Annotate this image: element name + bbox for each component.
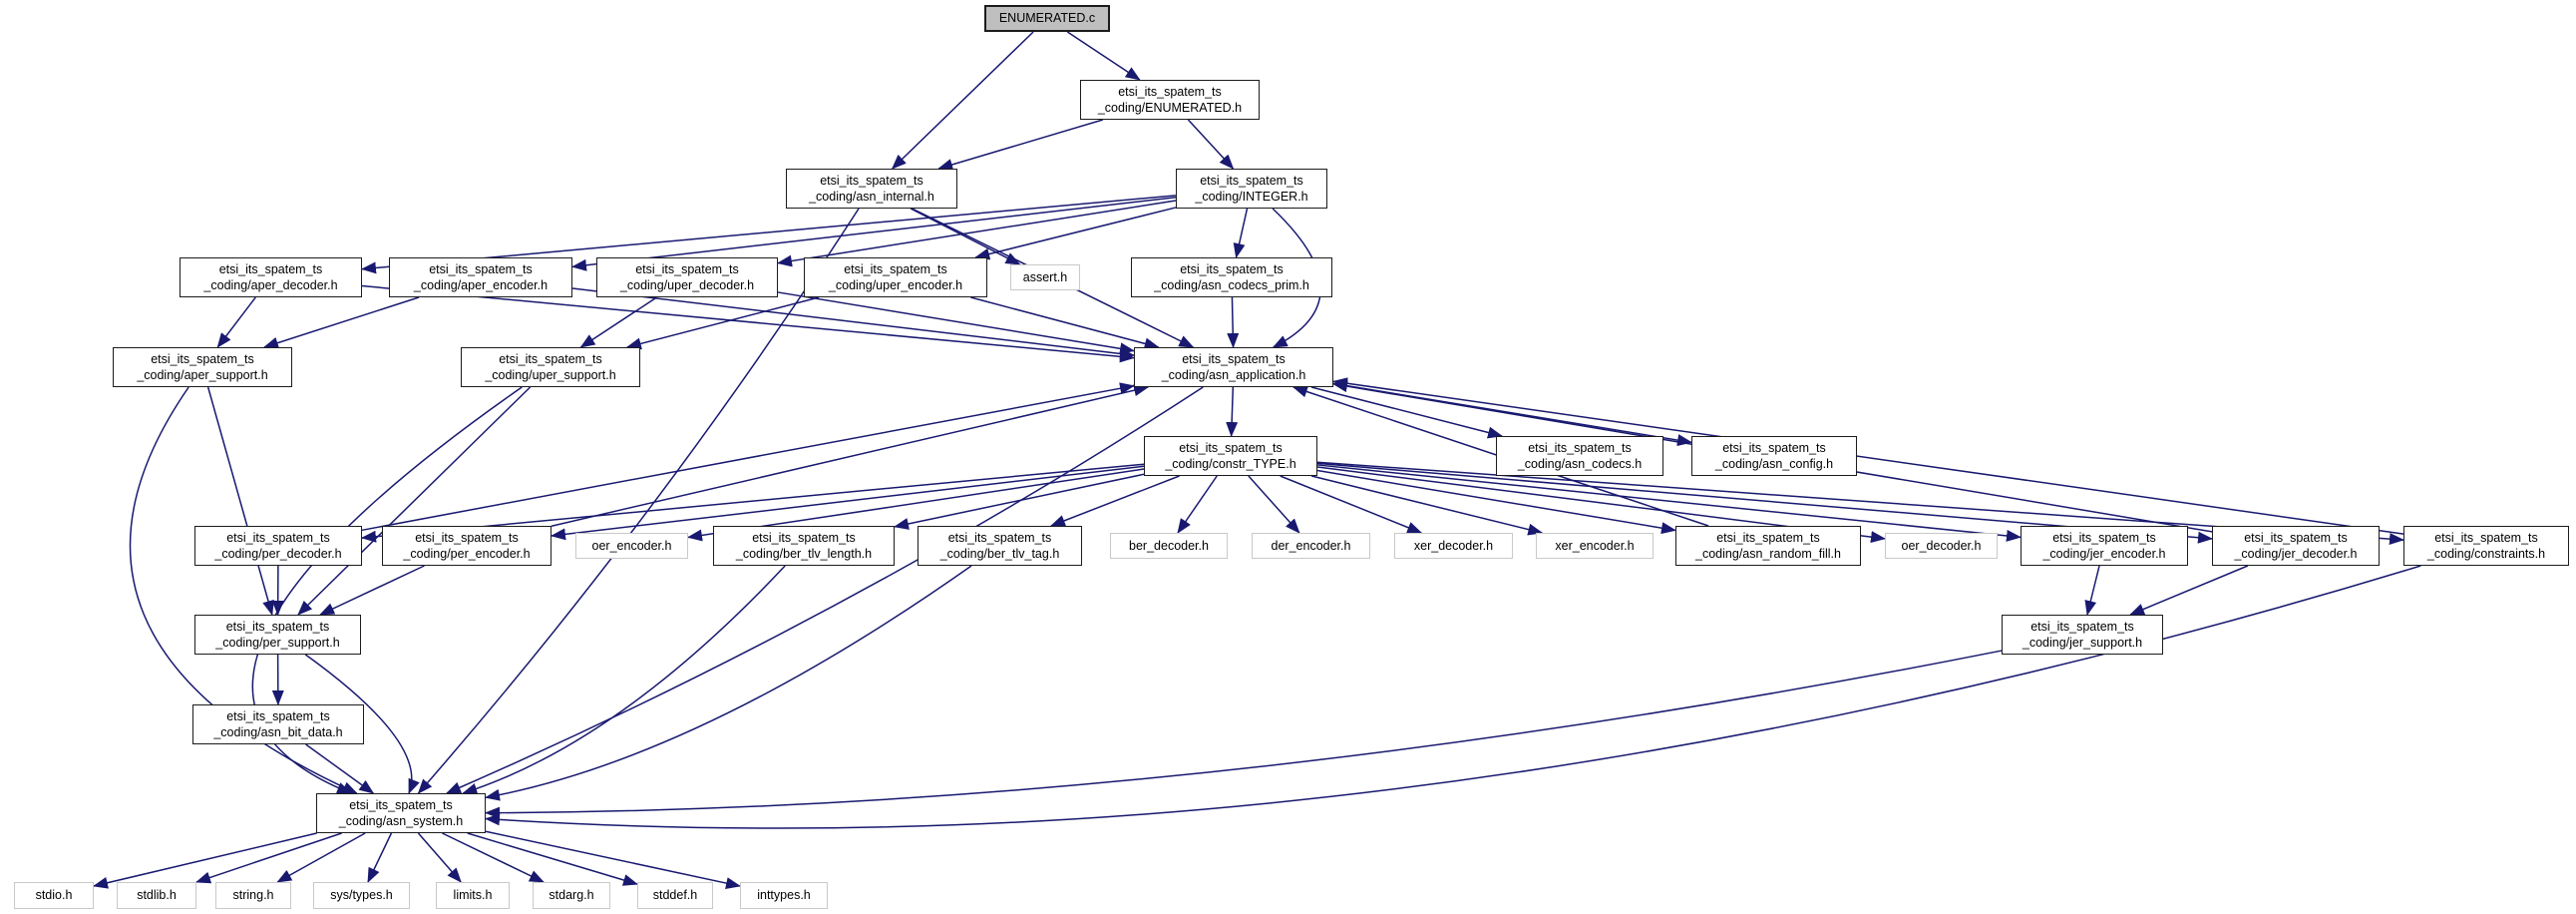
graph-node-constr_TYPE[interactable] bbox=[1144, 436, 1317, 476]
graph-node-stddef_h bbox=[637, 882, 713, 909]
graph-node-asn_random_fill[interactable] bbox=[1675, 526, 1861, 566]
node-label: etsi_its_spatem_ts bbox=[2434, 530, 2538, 545]
node-label: _coding/asn_codecs_prim.h bbox=[1154, 278, 1309, 292]
edge-INTEGER_h--asn_codecs_prim bbox=[1236, 209, 1247, 257]
graph-node-ENUMERATED_c bbox=[984, 5, 1110, 32]
node-label: string.h bbox=[232, 888, 274, 903]
graph-node-oer_decoder_h bbox=[1885, 533, 1998, 559]
node-label: _coding/per_support.h bbox=[215, 636, 340, 650]
node-label: etsi_its_spatem_ts bbox=[1722, 440, 1826, 455]
node-label: etsi_its_spatem_ts bbox=[2052, 530, 2156, 545]
graph-node-INTEGER_h[interactable] bbox=[1176, 169, 1327, 209]
node-label: _coding/ber_tlv_length.h bbox=[735, 547, 873, 561]
graph-node-limits_h bbox=[436, 882, 510, 909]
node-label: oer_encoder.h bbox=[591, 538, 672, 553]
node-label: etsi_its_spatem_ts bbox=[844, 261, 947, 276]
edge-constraints_h--asn_system bbox=[486, 566, 2420, 828]
node-label: limits.h bbox=[453, 888, 493, 903]
node-label: etsi_its_spatem_ts bbox=[1180, 261, 1284, 276]
node-label: ber_decoder.h bbox=[1129, 538, 1209, 553]
node-label: _coding/asn_random_fill.h bbox=[1695, 547, 1841, 561]
graph-node-aper_support[interactable] bbox=[113, 347, 292, 387]
node-label: etsi_its_spatem_ts bbox=[218, 261, 323, 276]
graph-node-oer_encoder_h bbox=[575, 533, 688, 559]
graph-node-asn_bit_data[interactable] bbox=[192, 704, 364, 744]
node-label: etsi_its_spatem_ts bbox=[820, 173, 923, 188]
edge-per_encoder--asn_application bbox=[552, 387, 1148, 526]
node-label: _coding/INTEGER.h bbox=[1195, 190, 1308, 204]
edge-jer_decoder--jer_support bbox=[2130, 566, 2248, 615]
node-label: etsi_its_spatem_ts bbox=[499, 351, 602, 366]
graph-node-asn_application[interactable] bbox=[1134, 347, 1333, 387]
graph-node-asn_config[interactable] bbox=[1691, 436, 1857, 476]
node-label: _coding/asn_system.h bbox=[338, 814, 464, 828]
edge-ENUMERATED_h--INTEGER_h bbox=[1188, 120, 1233, 169]
edge-constr_TYPE--der_encoder_h bbox=[1249, 476, 1299, 533]
graph-node-xer_encoder_h bbox=[1536, 533, 1654, 559]
node-label: xer_decoder.h bbox=[1413, 538, 1494, 553]
edge-ENUMERATED_c--asn_internal bbox=[893, 32, 1033, 169]
graph-node-jer_support[interactable] bbox=[2002, 615, 2163, 655]
graph-node-assert_h bbox=[1010, 264, 1080, 290]
node-label: etsi_its_spatem_ts bbox=[415, 530, 519, 545]
edge-ENUMERATED_h--asn_internal bbox=[938, 120, 1103, 169]
node-label: etsi_its_spatem_ts bbox=[1200, 173, 1303, 188]
graph-node-asn_codecs[interactable] bbox=[1496, 436, 1663, 476]
node-label: _coding/asn_internal.h bbox=[809, 190, 934, 204]
node-label: etsi_its_spatem_ts bbox=[429, 261, 533, 276]
edge-asn_system--limits_h bbox=[418, 833, 461, 882]
graph-node-asn_internal[interactable] bbox=[786, 169, 957, 209]
edge-jer_encoder--jer_support bbox=[2087, 566, 2099, 615]
edge-aper_support--per_support bbox=[208, 387, 272, 615]
edge-aper_decoder--aper_support bbox=[217, 297, 255, 347]
node-label: etsi_its_spatem_ts bbox=[226, 530, 330, 545]
edge-ber_tlv_tag--asn_system bbox=[486, 566, 971, 797]
graph-node-aper_decoder[interactable] bbox=[180, 257, 362, 297]
graph-node-per_encoder[interactable] bbox=[382, 526, 552, 566]
node-label: etsi_its_spatem_ts bbox=[1716, 530, 1820, 545]
edge-asn_application--asn_system bbox=[447, 387, 1203, 793]
node-label: _coding/aper_support.h bbox=[137, 368, 268, 382]
graph-node-sys_types_h bbox=[313, 882, 410, 909]
node-label: der_encoder.h bbox=[1271, 538, 1351, 553]
node-label: _coding/asn_application.h bbox=[1161, 368, 1306, 382]
node-label: _coding/aper_decoder.h bbox=[203, 278, 338, 292]
graph-node-asn_system[interactable] bbox=[316, 793, 486, 833]
graph-node-aper_encoder[interactable] bbox=[389, 257, 572, 297]
graph-node-stdlib_h bbox=[117, 882, 196, 909]
graph-node-ber_tlv_length[interactable] bbox=[713, 526, 895, 566]
graph-node-ber_tlv_tag[interactable] bbox=[918, 526, 1082, 566]
edge-asn_application--constr_TYPE bbox=[1232, 387, 1234, 436]
graph-node-asn_codecs_prim[interactable] bbox=[1131, 257, 1332, 297]
node-label: inttypes.h bbox=[757, 888, 811, 903]
edge-jer_support--asn_system bbox=[486, 651, 2002, 813]
graph-node-constraints_h[interactable] bbox=[2403, 526, 2569, 566]
graph-node-string_h bbox=[215, 882, 291, 909]
edge-constr_TYPE--jer_encoder bbox=[1317, 465, 2021, 537]
graph-node-uper_encoder[interactable] bbox=[804, 257, 987, 297]
edge-INTEGER_h--uper_decoder bbox=[778, 201, 1176, 263]
node-label: _coding/uper_decoder.h bbox=[619, 278, 755, 292]
node-label: oer_decoder.h bbox=[1901, 538, 1982, 553]
edge-ber_tlv_length--asn_system bbox=[463, 566, 785, 793]
edge-asn_system--sys_types_h bbox=[368, 833, 391, 882]
node-label: stdarg.h bbox=[549, 888, 594, 903]
node-label: stdlib.h bbox=[137, 888, 177, 903]
edge-INTEGER_h--uper_encoder bbox=[975, 208, 1176, 257]
node-label: etsi_its_spatem_ts bbox=[226, 708, 330, 723]
node-label: _coding/aper_encoder.h bbox=[413, 278, 549, 292]
node-label: sys/types.h bbox=[330, 888, 393, 903]
node-label: etsi_its_spatem_ts bbox=[151, 351, 254, 366]
node-label: assert.h bbox=[1022, 269, 1068, 284]
edge-asn_system--inttypes_h bbox=[486, 831, 740, 886]
node-label: _coding/ber_tlv_tag.h bbox=[939, 547, 1060, 561]
graph-node-der_encoder_h bbox=[1252, 533, 1370, 559]
node-label: _coding/constraints.h bbox=[2426, 547, 2546, 561]
edge-constr_TYPE--ber_decoder_h bbox=[1178, 476, 1217, 533]
node-label: etsi_its_spatem_ts bbox=[225, 619, 330, 634]
node-label: _coding/constr_TYPE.h bbox=[1165, 457, 1296, 471]
node-label: etsi_its_spatem_ts bbox=[2244, 530, 2348, 545]
node-label: _coding/uper_support.h bbox=[485, 368, 616, 382]
node-label: etsi_its_spatem_ts bbox=[1118, 84, 1222, 99]
graph-node-jer_decoder[interactable] bbox=[2212, 526, 2380, 566]
node-label: _coding/jer_decoder.h bbox=[2234, 547, 2358, 561]
edge-asn_codecs_prim--asn_application bbox=[1232, 297, 1233, 347]
node-label: etsi_its_spatem_ts bbox=[752, 530, 856, 545]
edge-constraints_h--asn_application bbox=[1333, 381, 2403, 534]
graph-node-per_support[interactable] bbox=[194, 615, 361, 655]
node-label: _coding/uper_encoder.h bbox=[828, 278, 963, 292]
node-label: etsi_its_spatem_ts bbox=[2030, 619, 2134, 634]
node-label: _coding/ENUMERATED.h bbox=[1097, 101, 1243, 115]
edge-uper_decoder--uper_support bbox=[580, 297, 656, 347]
node-label: _coding/asn_config.h bbox=[1714, 457, 1834, 471]
node-label: stddef.h bbox=[652, 888, 698, 903]
node-label: etsi_its_spatem_ts bbox=[1182, 351, 1286, 366]
graph-node-jer_encoder[interactable] bbox=[2021, 526, 2188, 566]
graph-node-xer_decoder_h bbox=[1394, 533, 1513, 559]
node-label: _coding/jer_support.h bbox=[2022, 636, 2143, 650]
edge-aper_encoder--aper_support bbox=[264, 297, 419, 347]
graph-node-stdio_h bbox=[14, 882, 94, 909]
edge-uper_encoder--uper_support bbox=[627, 297, 819, 347]
node-label: stdio.h bbox=[35, 888, 73, 903]
graph-node-inttypes_h bbox=[740, 882, 828, 909]
edge-asn_application--asn_codecs bbox=[1311, 387, 1502, 436]
edge-per_encoder--per_support bbox=[320, 566, 424, 615]
node-label: etsi_its_spatem_ts bbox=[947, 530, 1052, 545]
node-label: _coding/jer_encoder.h bbox=[2042, 547, 2166, 561]
node-label: etsi_its_spatem_ts bbox=[635, 261, 739, 276]
edge-per_decoder--asn_application bbox=[362, 386, 1134, 531]
node-label: ENUMERATED.c bbox=[998, 11, 1096, 26]
graph-node-uper_support[interactable] bbox=[461, 347, 640, 387]
graph-node-ENUMERATED_h[interactable] bbox=[1080, 80, 1260, 120]
edge-aper_encoder--asn_application bbox=[572, 288, 1134, 355]
node-label: xer_encoder.h bbox=[1555, 538, 1635, 553]
graph-node-ber_decoder_h bbox=[1110, 533, 1228, 559]
edge-ENUMERATED_c--ENUMERATED_h bbox=[1067, 32, 1139, 80]
edge-uper_support--per_support bbox=[298, 387, 531, 615]
node-label: etsi_its_spatem_ts bbox=[349, 797, 453, 812]
graph-node-per_decoder[interactable] bbox=[194, 526, 362, 566]
node-label: _coding/per_decoder.h bbox=[214, 547, 342, 561]
node-label: etsi_its_spatem_ts bbox=[1528, 440, 1632, 455]
graph-node-stdarg_h bbox=[533, 882, 610, 909]
node-label: etsi_its_spatem_ts bbox=[1179, 440, 1283, 455]
node-label: _coding/asn_codecs.h bbox=[1517, 457, 1643, 471]
node-label: _coding/per_encoder.h bbox=[403, 547, 531, 561]
edge-constr_TYPE--ber_tlv_tag bbox=[1051, 476, 1180, 526]
node-label: _coding/asn_bit_data.h bbox=[213, 725, 343, 739]
graph-node-uper_decoder[interactable] bbox=[596, 257, 778, 297]
